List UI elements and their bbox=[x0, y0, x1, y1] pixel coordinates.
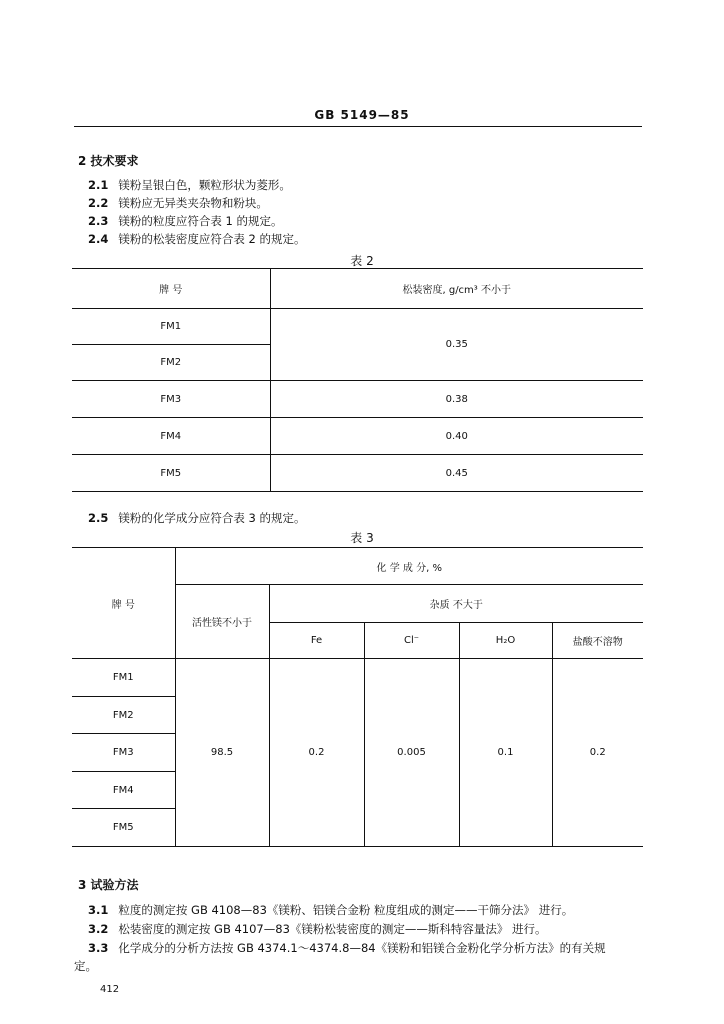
clause-number: 3.1 bbox=[88, 903, 109, 917]
table-row-value: 0.38 bbox=[270, 381, 643, 418]
value-fe: 0.2 bbox=[269, 659, 364, 847]
section-3-title: 3 试验方法 bbox=[78, 878, 139, 892]
table-row-grade: FM3 bbox=[160, 393, 182, 405]
clause-text: 化学成分的分析方法按 GB 4374.1～4374.8—84《镁粉和铝镁合金粉化学分析方法》的有关规 bbox=[118, 941, 606, 955]
table-3-header-active-mg: 活性镁不小于 bbox=[175, 585, 269, 659]
clause-text: 镁粉的粒度应符合表 1 的规定。 bbox=[118, 214, 283, 228]
clause-2-5 bbox=[88, 510, 306, 526]
clause-text: 镁粉的松装密度应符合表 2 的规定。 bbox=[118, 232, 306, 246]
table-row-grade: FM1 bbox=[72, 659, 175, 697]
table-row-value: 0.40 bbox=[270, 418, 643, 455]
table-2-caption: 表 2 bbox=[350, 254, 374, 268]
document-header: GB 5149—85 bbox=[314, 108, 410, 122]
clause-number: 3.3 bbox=[88, 941, 109, 955]
table-3-header-h2o: H₂O bbox=[459, 623, 552, 659]
clause-text: 镁粉呈银白色，颗粒形状为菱形。 bbox=[118, 178, 291, 192]
clause-number: 2.1 bbox=[88, 178, 109, 192]
value-h2o: 0.1 bbox=[459, 659, 552, 847]
clause-2-2 bbox=[88, 195, 268, 211]
table-3-header-cl: Cl⁻ bbox=[364, 623, 459, 659]
clause-text: 定。 bbox=[74, 959, 97, 973]
table-row-value: 0.45 bbox=[270, 455, 643, 492]
table-3-header-impurity: 杂质 不大于 bbox=[269, 585, 643, 623]
table-3-header-grade: 牌 号 bbox=[72, 548, 175, 659]
table-3 bbox=[72, 547, 643, 847]
clause-text: 粒度的测定按 GB 4108—83《镁粉、铝镁合金粉 粒度组成的测定——干筛分法》 进行。 bbox=[118, 903, 574, 917]
clause-3-3 bbox=[88, 940, 606, 956]
table-row-grade: FM4 bbox=[160, 430, 182, 442]
clause-number: 2.4 bbox=[88, 232, 109, 246]
table-3-caption: 表 3 bbox=[350, 531, 374, 545]
table-3-header-fe: Fe bbox=[269, 623, 364, 659]
table-row-grade: FM2 bbox=[160, 357, 182, 368]
page-number: 412 bbox=[100, 984, 120, 995]
clause-number: 3.2 bbox=[88, 922, 109, 936]
table-row-grade: FM5 bbox=[72, 809, 175, 847]
table-row-grade: FM4 bbox=[72, 772, 175, 809]
clause-text: 松装密度的测定按 GB 4107—83《镁粉松装密度的测定——斯科特容量法》 进行。 bbox=[118, 922, 547, 936]
header-rule bbox=[74, 126, 642, 127]
clause-2-4 bbox=[88, 231, 306, 247]
table-row-grade: FM5 bbox=[160, 467, 182, 479]
value-cl: 0.005 bbox=[364, 659, 459, 847]
clause-3-1 bbox=[88, 902, 573, 918]
table-2 bbox=[72, 268, 643, 492]
table-2-header-grade: 牌 号 bbox=[159, 285, 183, 296]
table-row-grade: FM2 bbox=[72, 697, 175, 734]
table-row-grade: FM1 bbox=[160, 321, 182, 332]
clause-number: 2.5 bbox=[88, 511, 109, 525]
clause-3-2 bbox=[88, 921, 547, 937]
clause-2-3 bbox=[88, 213, 283, 229]
value-active-mg: 98.5 bbox=[175, 659, 269, 847]
table-row-value: 0.35 bbox=[270, 309, 643, 381]
clause-number: 2.3 bbox=[88, 214, 109, 228]
clause-2-1 bbox=[88, 177, 291, 193]
value-hcl-insoluble: 0.2 bbox=[552, 659, 643, 847]
table-3-header-hcl-insoluble: 盐酸不溶物 bbox=[552, 623, 643, 659]
clause-number: 2.2 bbox=[88, 196, 109, 210]
clause-text: 镁粉的化学成分应符合表 3 的规定。 bbox=[118, 511, 306, 525]
section-2-title: 2 技术要求 bbox=[78, 154, 139, 168]
table-2-header-density: 松装密度, g/cm³ 不小于 bbox=[270, 269, 643, 309]
clause-text: 镁粉应无异类夹杂物和粉块。 bbox=[118, 196, 268, 210]
clause-3-3-continuation bbox=[74, 958, 97, 974]
table-row-grade: FM3 bbox=[72, 734, 175, 772]
table-3-header-chem: 化 学 成 分, % bbox=[175, 548, 643, 585]
